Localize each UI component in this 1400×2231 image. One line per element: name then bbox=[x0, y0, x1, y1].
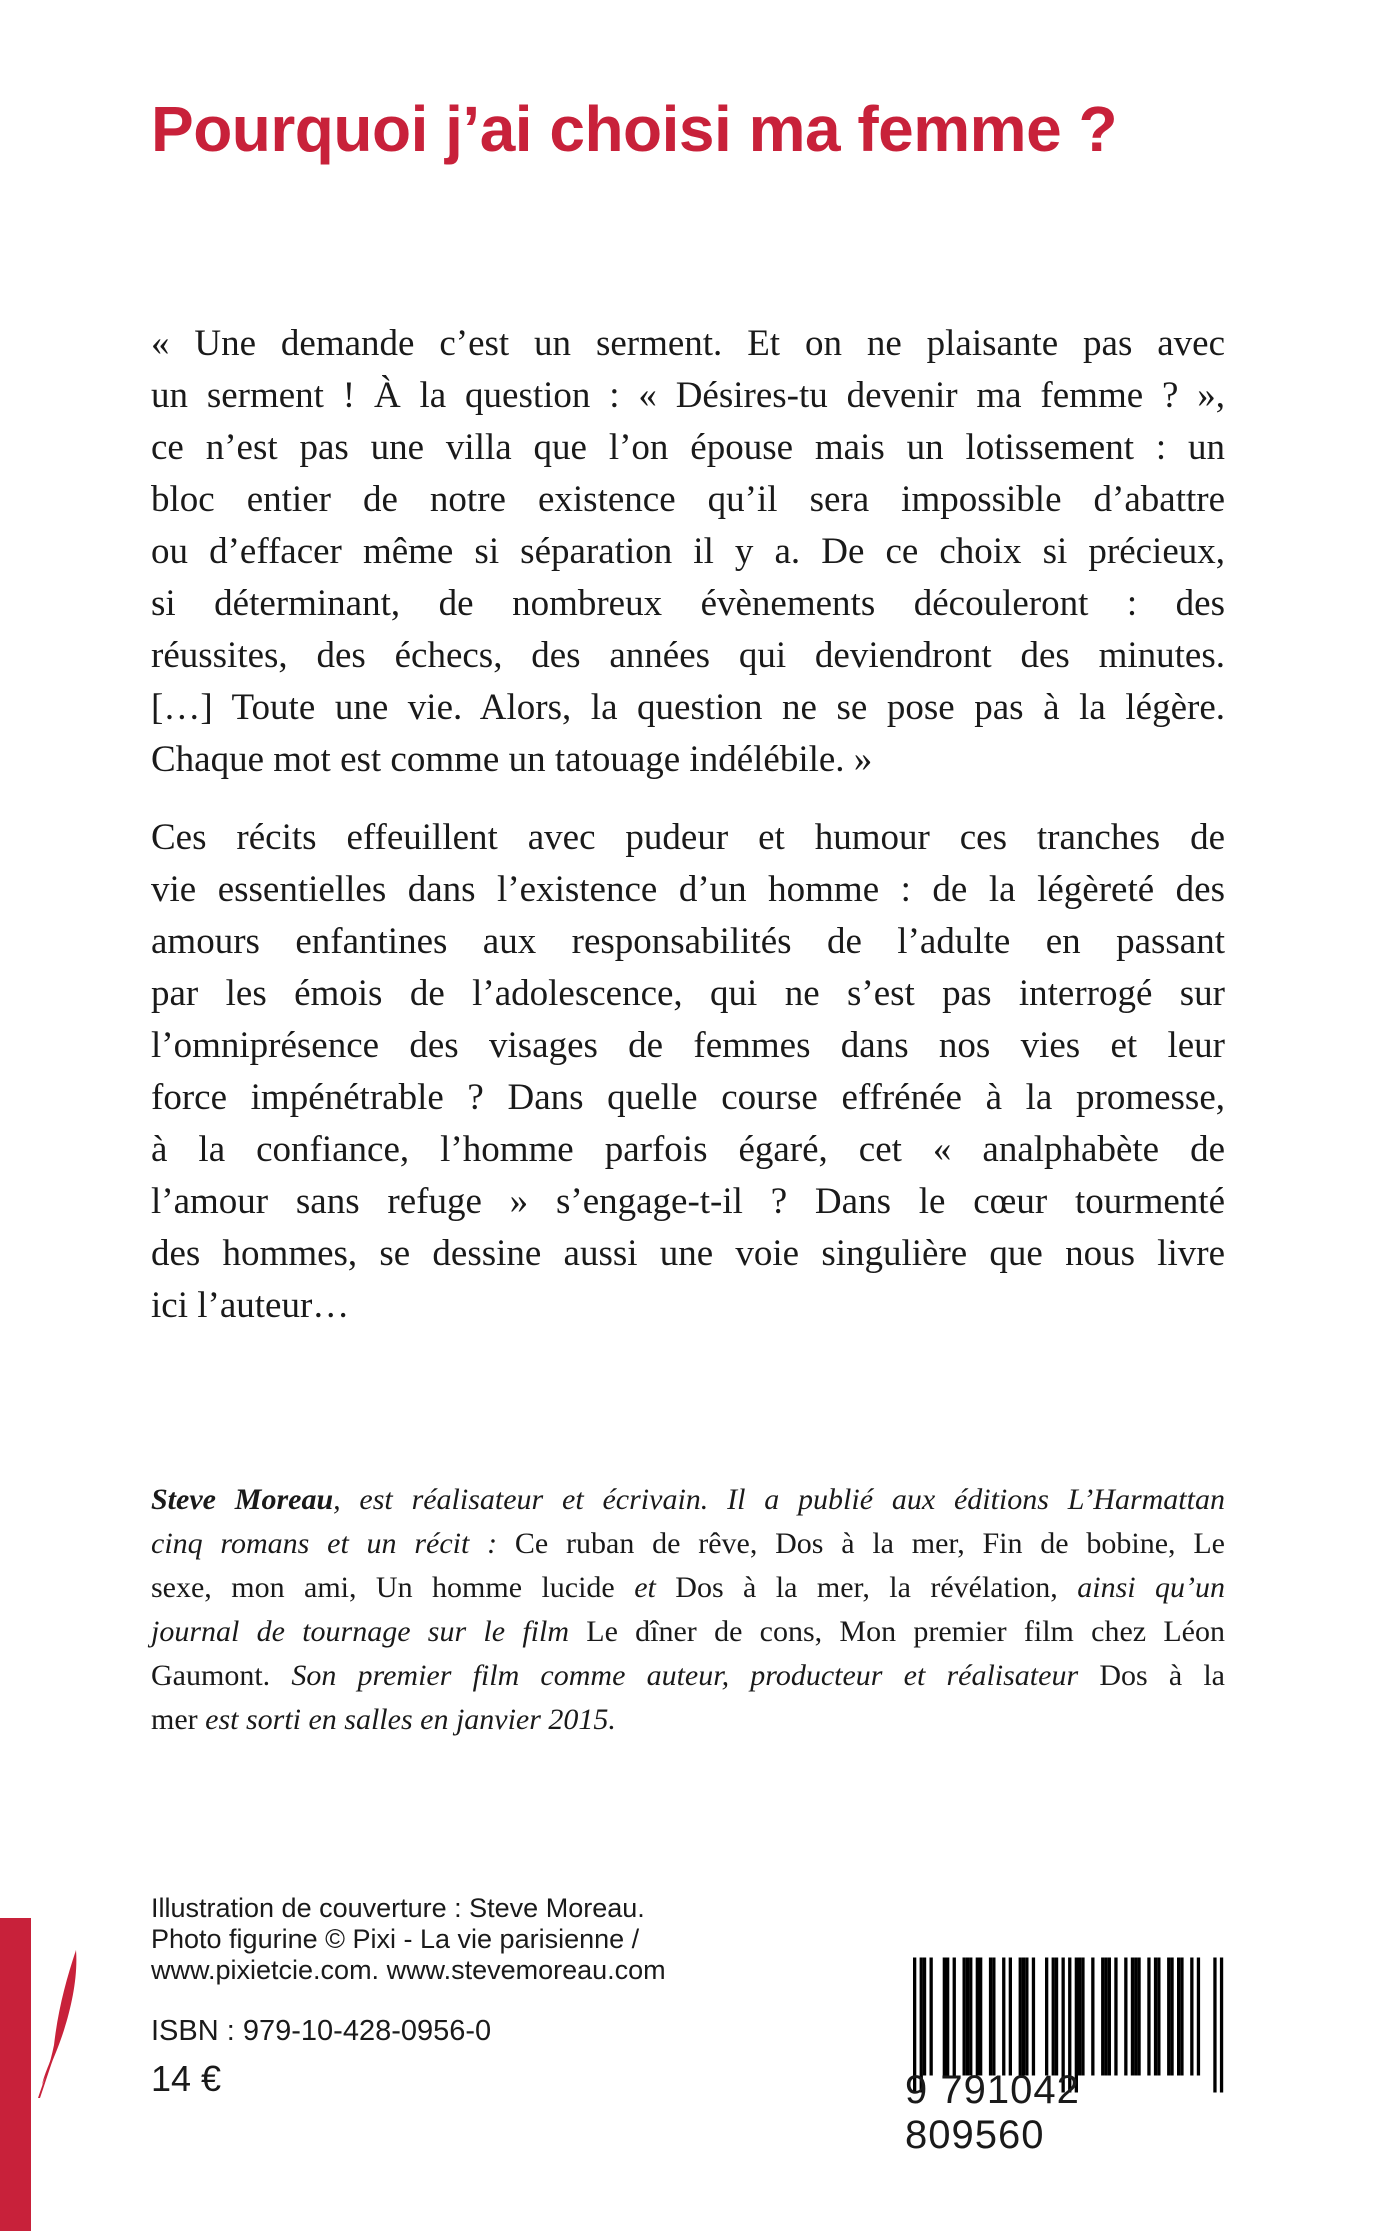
text-line: des hommes, se dessine aussi une voie singulière que nous livre bbox=[151, 1233, 1225, 1274]
isbn: ISBN : 979-10-428-0956-0 bbox=[151, 2015, 492, 2047]
barcode-bar bbox=[1009, 1958, 1012, 2076]
bio-segment: Son premier film comme auteur, producteur et réalisateur bbox=[291, 1659, 1079, 1692]
barcode-bar bbox=[1124, 1958, 1127, 2076]
barcode-number: 9 791042 809560 bbox=[905, 2068, 1080, 2157]
barcode-bar bbox=[923, 1958, 926, 2076]
barcode-bar bbox=[1137, 1958, 1140, 2076]
bio-segment: Gaumont. bbox=[151, 1659, 292, 1692]
barcode-bar bbox=[979, 1958, 982, 2076]
bio-segment: , est réalisateur et écrivain. Il a publié aux éditions L’Harmattan bbox=[333, 1483, 1225, 1516]
barcode-bar bbox=[976, 1958, 979, 2076]
credit-line: Photo figurine © Pixi - La vie parisienne / bbox=[151, 1924, 640, 1954]
barcode-bar bbox=[1170, 1958, 1173, 2076]
bio-line bbox=[151, 1654, 1225, 1698]
text-line: Chaque mot est comme un tatouage indélébile. » bbox=[151, 739, 873, 780]
bio-segment: cinq romans et un récit : bbox=[151, 1527, 498, 1560]
red-spine-bar bbox=[0, 1918, 31, 2231]
barcode-bar bbox=[1002, 1958, 1005, 2076]
book-title: Pourquoi j’ai choisi ma femme ? bbox=[151, 93, 1118, 165]
text-line: réussites, des échecs, des années qui deviendront des minutes. bbox=[151, 635, 1225, 676]
credit-line: Illustration de couverture : Steve Moreau. bbox=[151, 1893, 645, 1923]
barcode-bar bbox=[1154, 1958, 1157, 2076]
bio-line bbox=[151, 1698, 1225, 1742]
barcode-bar bbox=[1177, 1958, 1180, 2076]
barcode-bar bbox=[1045, 1958, 1048, 2076]
barcode-bar bbox=[969, 1958, 972, 2076]
bio-line bbox=[151, 1478, 1225, 1522]
barcode-bar bbox=[992, 1958, 995, 2076]
barcode-bar bbox=[1180, 1958, 1183, 2076]
cover-credits bbox=[151, 1893, 666, 1986]
barcode-bar bbox=[1052, 1958, 1055, 2076]
barcode-bar bbox=[1022, 1958, 1025, 2076]
barcode-bar bbox=[1190, 1958, 1193, 2076]
barcode-bar bbox=[946, 1958, 949, 2076]
barcode-bar bbox=[930, 1958, 933, 2076]
text-line: ou d’effacer même si séparation il y a. De ce choix si précieux, bbox=[151, 531, 1225, 572]
bio-segment: est sorti en salles en janvier 2015. bbox=[205, 1703, 616, 1736]
text-line: à la confiance, l’homme parfois égaré, cet « analphabète de bbox=[151, 1129, 1225, 1170]
bio-segment: et bbox=[634, 1571, 656, 1604]
barcode-bar bbox=[1032, 1958, 1035, 2076]
barcode-bar bbox=[1167, 1958, 1170, 2076]
barcode-bar bbox=[1131, 1958, 1134, 2076]
barcode-bar bbox=[1081, 1958, 1084, 2076]
barcode-bar bbox=[963, 1958, 966, 2076]
barcode-bar bbox=[1114, 1958, 1117, 2076]
credit-line: www.pixietcie.com. www.stevemoreau.com bbox=[151, 1955, 666, 1985]
bio-segment: sexe, mon ami, Un homme lucide bbox=[151, 1571, 635, 1604]
barcode-bar bbox=[989, 1958, 992, 2076]
text-line: force impénétrable ? Dans quelle course effrénée à la promesse, bbox=[151, 1077, 1225, 1118]
quote-paragraph bbox=[151, 318, 1225, 786]
barcode-bar bbox=[1091, 1958, 1094, 2076]
price: 14 € bbox=[151, 2058, 222, 2099]
text-line: ici l’auteur… bbox=[151, 1285, 350, 1326]
summary-paragraph bbox=[151, 812, 1225, 1332]
bio-segment: Dos à la bbox=[1078, 1659, 1225, 1692]
text-line: si déterminant, de nombreux évènements découleront : des bbox=[151, 583, 1225, 624]
author-bio bbox=[151, 1478, 1225, 1742]
text-line: par les émois de l’adolescence, qui ne s’est pas interrogé sur bbox=[151, 973, 1225, 1014]
barcode-bar bbox=[1157, 1958, 1160, 2076]
text-line: amours enfantines aux responsabilités de l’adulte en passant bbox=[151, 921, 1225, 962]
barcode-bar bbox=[1019, 1958, 1022, 2076]
bio-segment: Steve Moreau bbox=[151, 1483, 334, 1516]
bio-segment: ainsi qu’un bbox=[1077, 1571, 1226, 1604]
barcode-bar bbox=[1101, 1958, 1104, 2076]
barcode-bar bbox=[1134, 1958, 1137, 2076]
feather-icon bbox=[36, 1950, 80, 2100]
text-line: « Une demande c’est un serment. Et on ne plaisante pas avec bbox=[151, 323, 1225, 364]
barcode-bar bbox=[1055, 1958, 1058, 2076]
barcode-bar bbox=[953, 1958, 956, 2076]
text-line: l’amour sans refuge » s’engage-t-il ? Dans le cœur tourmenté bbox=[151, 1181, 1225, 1222]
barcode-bar bbox=[1197, 1958, 1200, 2076]
barcode-bar bbox=[943, 1958, 946, 2076]
bio-segment: journal de tournage sur le film bbox=[151, 1615, 569, 1648]
bio-segment: Dos à la mer, la révélation, bbox=[655, 1571, 1078, 1604]
barcode-bar bbox=[966, 1958, 969, 2076]
text-line: bloc entier de notre existence qu’il sera impossible d’abattre bbox=[151, 479, 1225, 520]
bio-line bbox=[151, 1522, 1225, 1566]
bio-line bbox=[151, 1566, 1225, 1610]
barcode-bar bbox=[1147, 1958, 1150, 2076]
text-line: vie essentielles dans l’existence d’un homme : de la légèreté des bbox=[151, 869, 1225, 910]
text-line: un serment ! À la question : « Désires-tu devenir ma femme ? », bbox=[151, 375, 1225, 416]
bio-segment: mer bbox=[151, 1703, 206, 1736]
barcode-bar bbox=[1108, 1958, 1111, 2076]
text-line: l’omniprésence des visages de femmes dans nos vies et leur bbox=[151, 1025, 1225, 1066]
text-line: […] Toute une vie. Alors, la question ne se pose pas à la légère. bbox=[151, 687, 1225, 728]
barcode-bar bbox=[1104, 1958, 1107, 2076]
bio-segment: Le dîner de cons, Mon premier film chez Léon bbox=[568, 1615, 1225, 1648]
barcode-bar bbox=[1025, 1958, 1028, 2076]
bio-segment: Ce ruban de rêve, Dos à la mer, Fin de bobine, Le bbox=[497, 1527, 1225, 1560]
bio-line bbox=[151, 1610, 1225, 1654]
barcode-bar bbox=[1078, 1958, 1081, 2076]
text-line: Ces récits effeuillent avec pudeur et humour ces tranches de bbox=[151, 817, 1225, 858]
text-line: ce n’est pas une villa que l’on épouse mais un lotissement : un bbox=[151, 427, 1225, 468]
